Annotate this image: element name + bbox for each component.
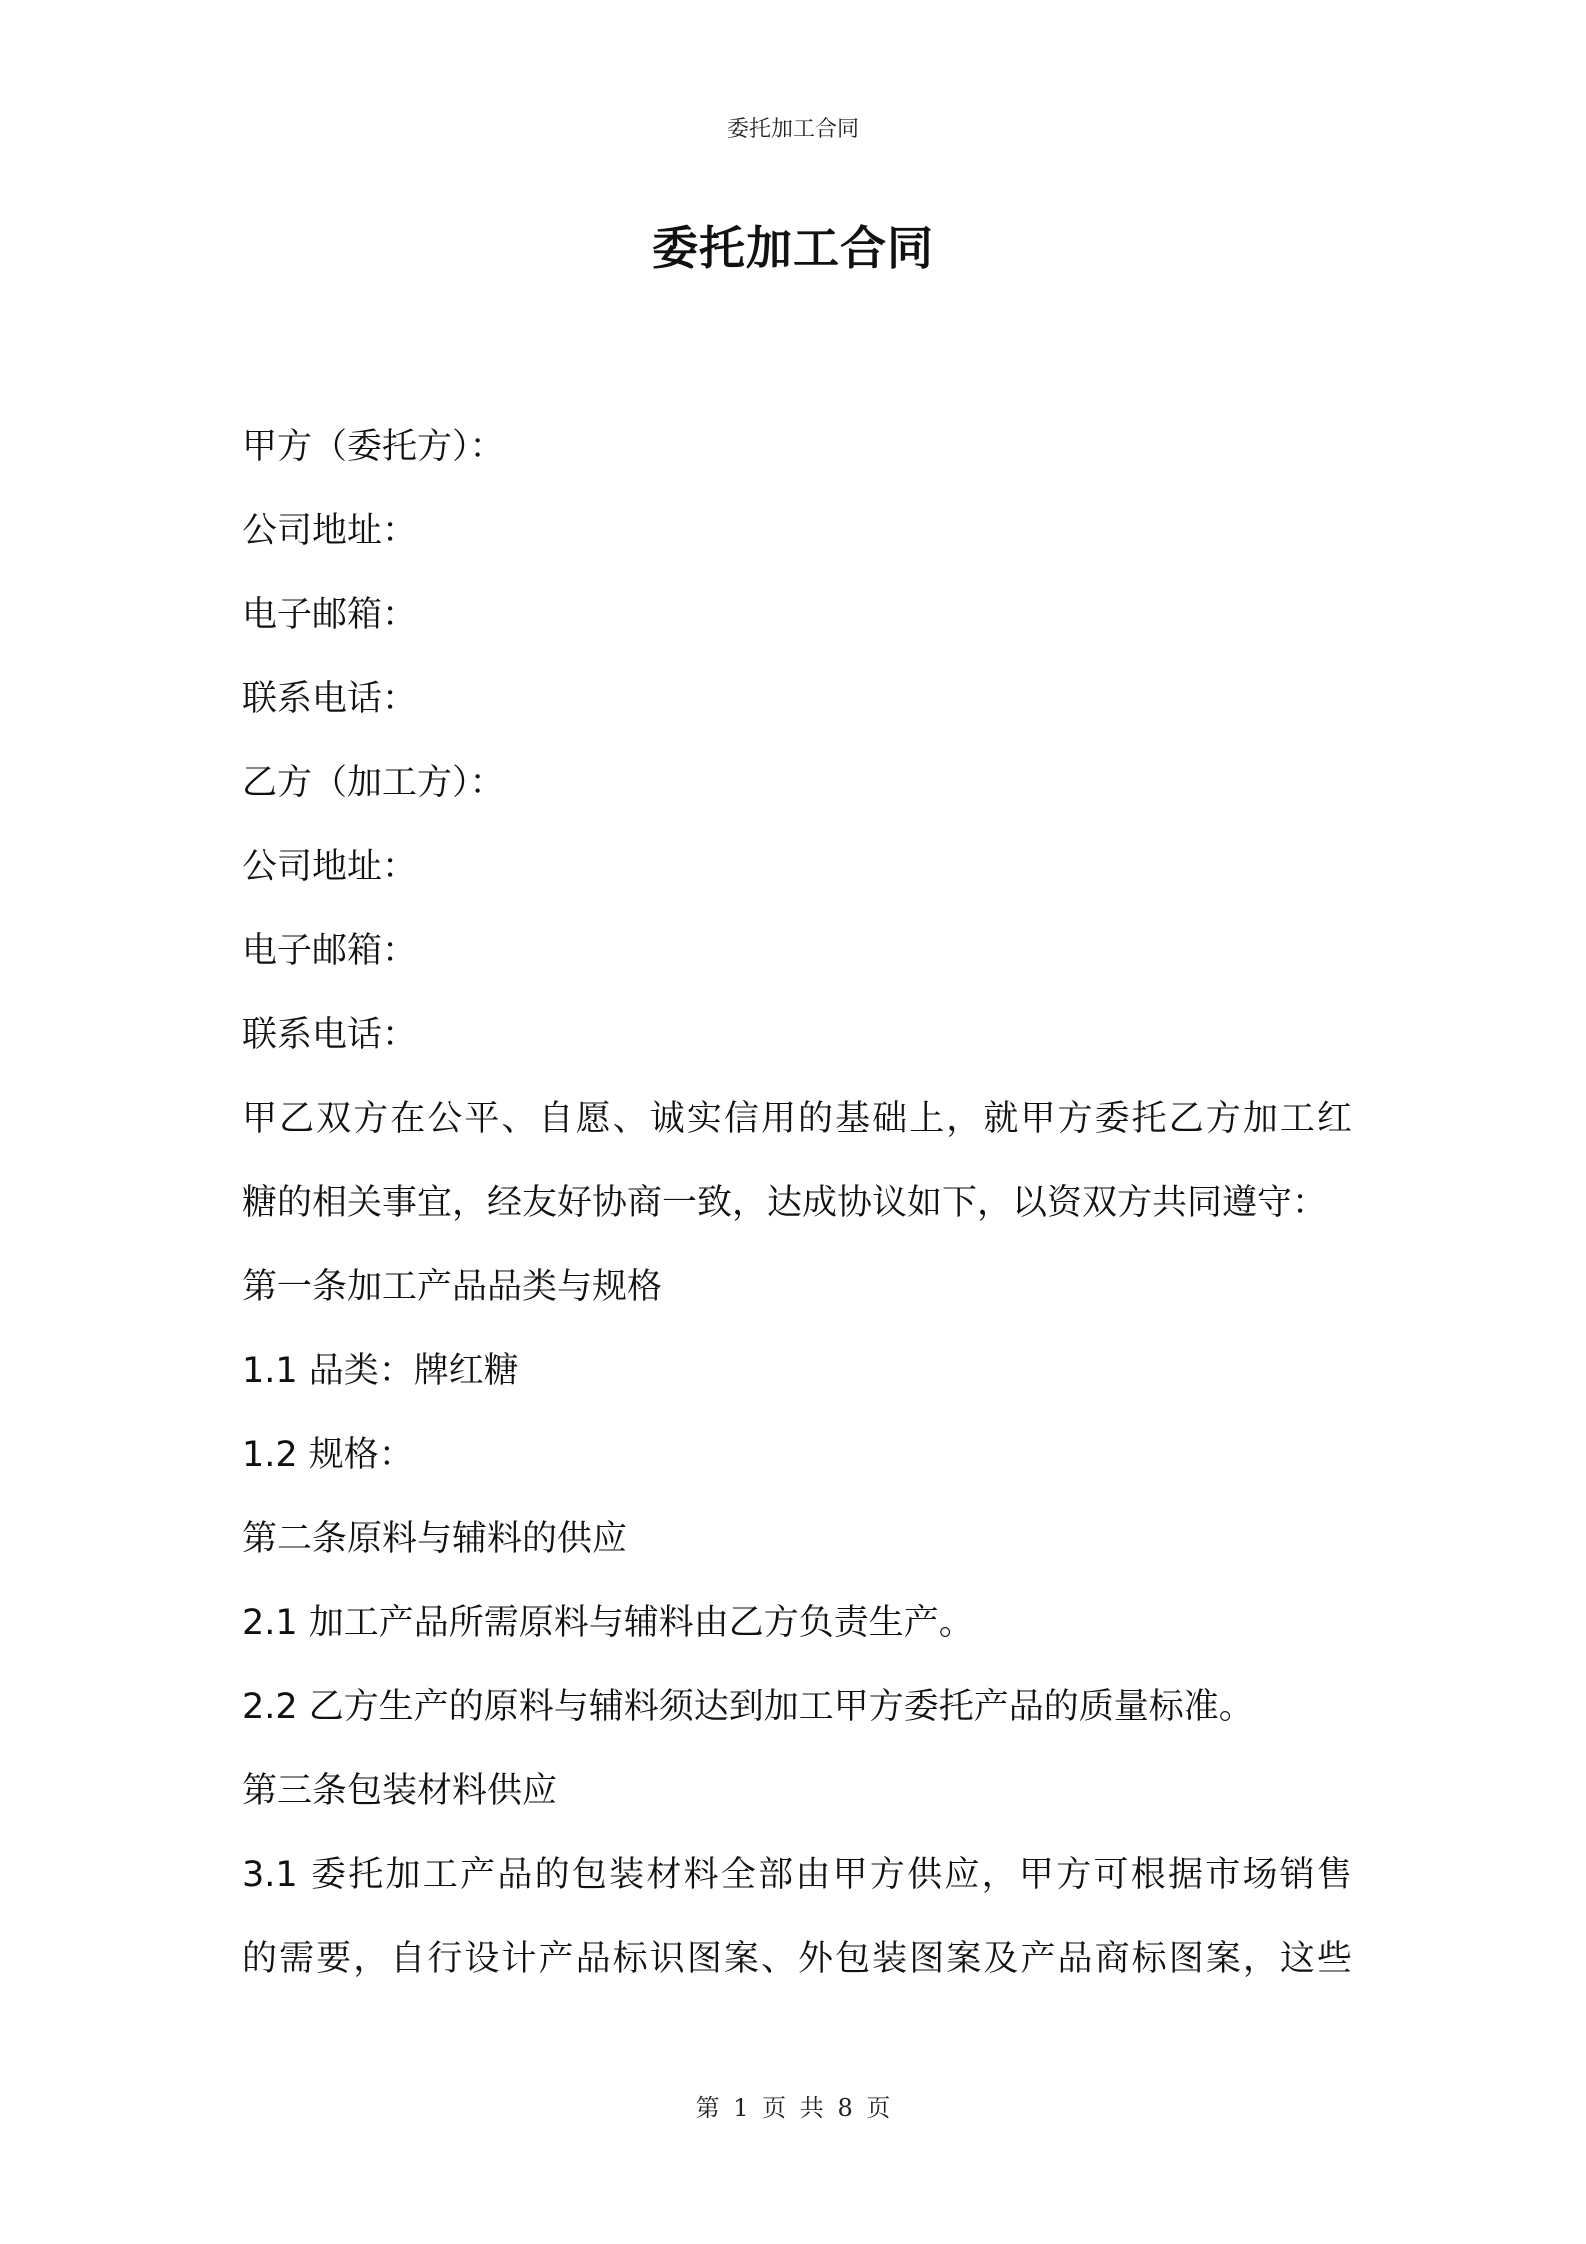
page-number-footer: 第 1 页 共 8 页 <box>695 2094 891 2122</box>
party-a-email-label: 电子邮箱： <box>242 595 418 635</box>
document-title: 委托加工合同 <box>652 221 934 275</box>
article-1-heading: 第一条加工产品品类与规格 <box>242 1267 663 1307</box>
clause-1-1: 1.1 品类：牌红糖 <box>242 1351 519 1391</box>
preamble-line-2: 糖的相关事宜，经友好协商一致，达成协议如下，以资双方共同遵守： <box>242 1183 1328 1223</box>
clause-3-1-line-1: 3.1 委托加工产品的包装材料全部由甲方供应，甲方可根据市场销售 <box>242 1855 1352 1895</box>
article-2-heading: 第二条原料与辅料的供应 <box>242 1519 628 1559</box>
clause-2-1: 2.1 加工产品所需原料与辅料由乙方负责生产。 <box>242 1603 974 1643</box>
party-b-address-label: 公司地址： <box>242 847 418 887</box>
clause-2-2: 2.2 乙方生产的原料与辅料须达到加工甲方委托产品的质量标准。 <box>242 1687 1254 1727</box>
running-header: 委托加工合同 <box>726 117 859 142</box>
clause-1-2: 1.2 规格： <box>242 1435 414 1475</box>
party-b-phone-label: 联系电话： <box>242 1015 418 1055</box>
document-body <box>242 405 1352 2001</box>
preamble-line-1: 甲乙双方在公平、自愿、诚实信用的基础上，就甲方委托乙方加工红 <box>242 1099 1352 1139</box>
party-b-email-label: 电子邮箱： <box>242 931 418 971</box>
party-b-label: 乙方（加工方）： <box>242 763 505 803</box>
party-a-phone-label: 联系电话： <box>242 679 418 719</box>
party-a-label: 甲方（委托方）： <box>242 427 505 467</box>
article-3-heading: 第三条包装材料供应 <box>242 1771 558 1811</box>
clause-3-1-line-2: 的需要，自行设计产品标识图案、外包装图案及产品商标图案，这些 <box>242 1939 1352 1979</box>
party-a-address-label: 公司地址： <box>242 511 418 551</box>
